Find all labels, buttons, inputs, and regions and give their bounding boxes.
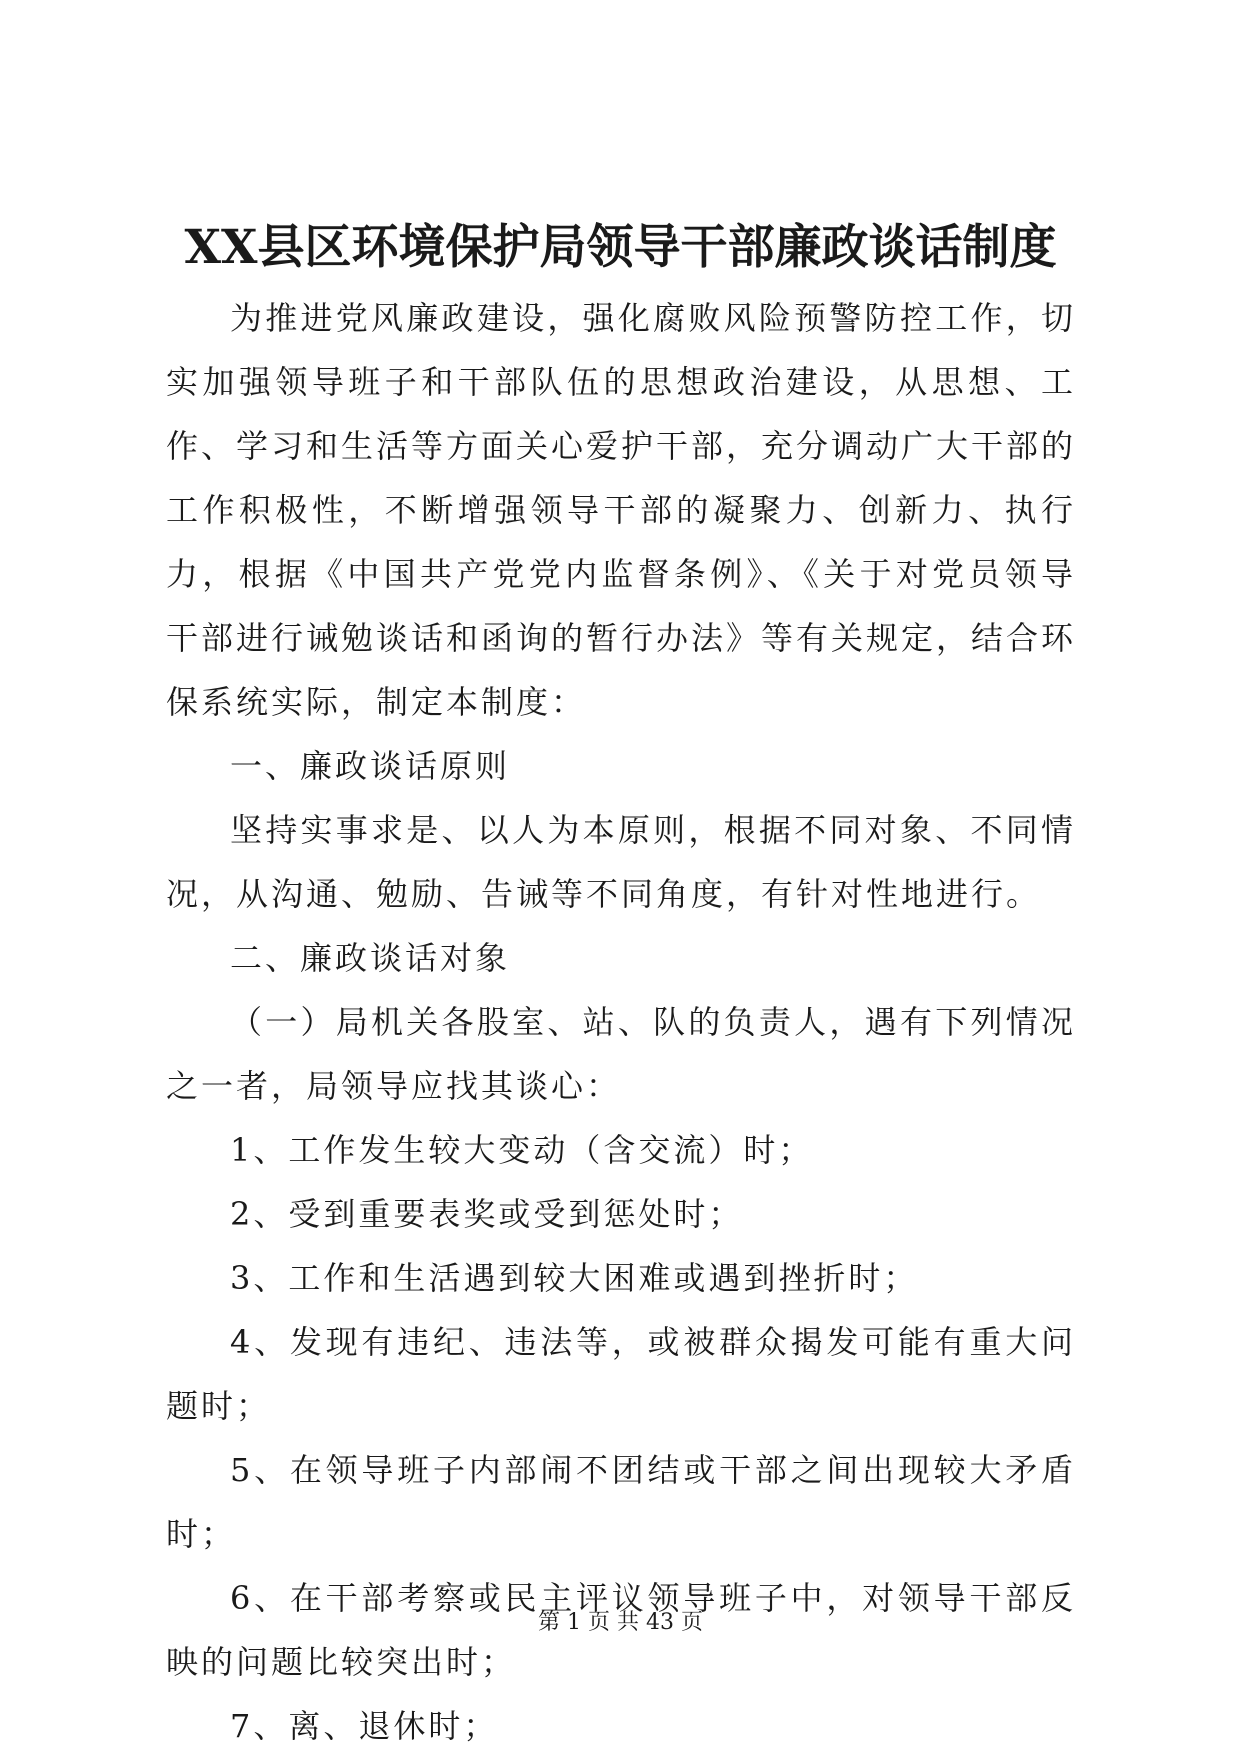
list-item-3: 3、工作和生活遇到较大困难或遇到挫折时； bbox=[230, 1259, 919, 1297]
targets-subsection-1: （一）局机关各股室、站、队的负责人，遇有下列情况之一者，局领导应找其谈心： bbox=[166, 1003, 1076, 1105]
intro-paragraph: 为推进党风廉政建设，强化腐败风险预警防控工作，切实加强领导班子和干部队伍的思想政治建设，从思想、工作、学习和生活等方面关心爱护干部，充分调动广大干部的工作积极性，不断增强领导干部的凝聚力、创新力、执行力，根据《中国共产党党内监督条例》、《关于对党员领导干部进行诫勉谈话和函询的暂行办法》等有关规定，结合环保系统实际，制定本制度： bbox=[166, 299, 1077, 721]
list-item-5: 5、在领导班子内部闹不团结或干部之间出现较大矛盾时； bbox=[166, 1451, 1076, 1553]
section-heading-principles: 一、廉政谈话原则 bbox=[230, 747, 511, 785]
list-item-2: 2、受到重要表奖或受到惩处时； bbox=[230, 1195, 744, 1233]
list-item-4: 4、发现有违纪、违法等，或被群众揭发可能有重大问题时； bbox=[166, 1323, 1076, 1425]
section-heading-targets: 二、廉政谈话对象 bbox=[230, 939, 511, 977]
list-item-7: 7、离、退休时； bbox=[230, 1707, 499, 1745]
document-title: XX县区环境保护局领导干部廉政谈话制度 bbox=[184, 220, 1057, 275]
list-item-1: 1、工作发生较大变动（含交流）时； bbox=[230, 1131, 814, 1169]
page-number-footer: 第 1 页 共 43 页 bbox=[538, 1610, 703, 1635]
document-body bbox=[166, 286, 1076, 1758]
list-item-6: 6、在干部考察或民主评议领导班子中，对领导干部反映的问题比较突出时； bbox=[166, 1579, 1076, 1681]
principles-paragraph: 坚持实事求是、以人为本原则，根据不同对象、不同情况，从沟通、勉励、告诫等不同角度，有针对性地进行。 bbox=[166, 811, 1076, 913]
